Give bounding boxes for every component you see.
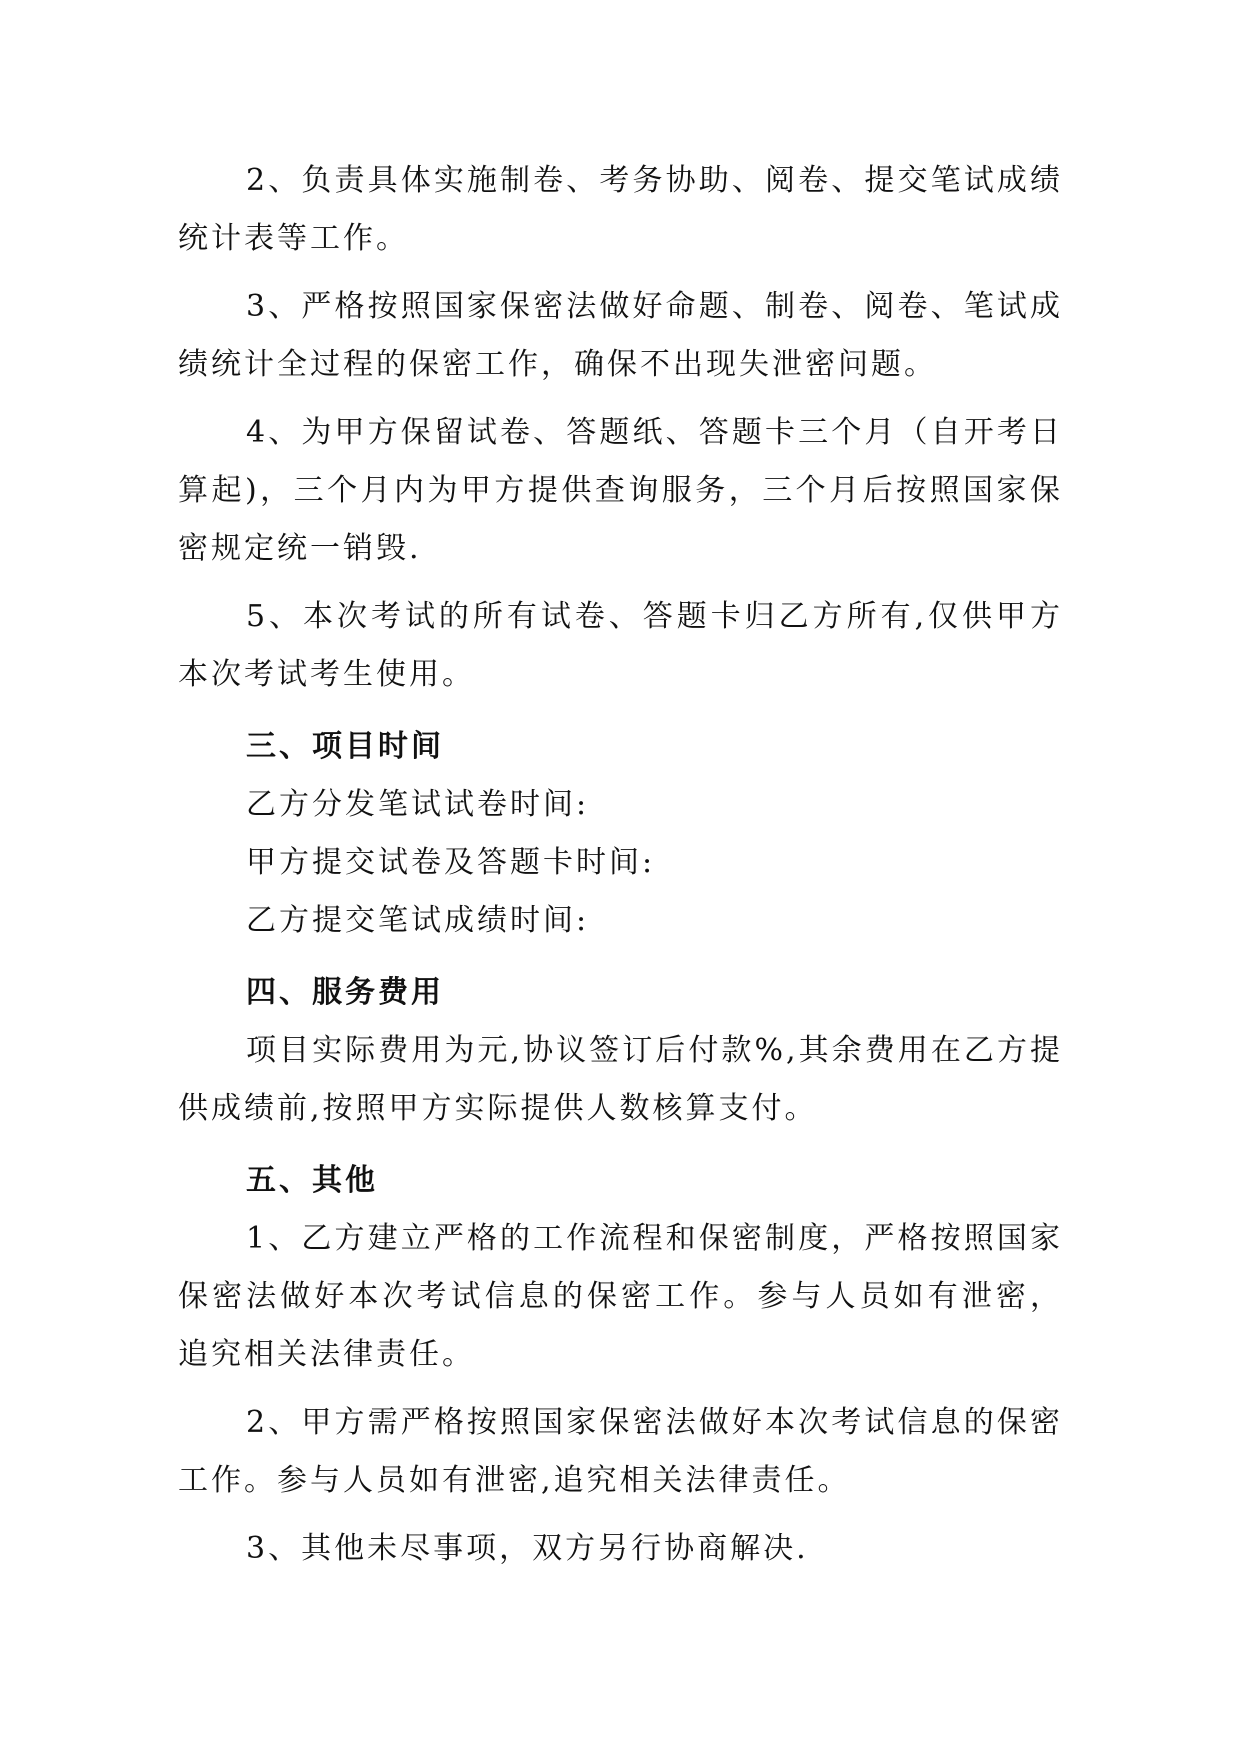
duty-item-3: 3、严格按照国家保密法做好命题、制卷、阅卷、笔试成绩统计全过程的保密工作，确保不出现失泄密问题。 <box>178 289 1063 382</box>
time-line-submit-scores: 乙方提交笔试成绩时间: <box>246 903 590 938</box>
time-line-distribute: 乙方分发笔试试卷时间: <box>246 787 590 822</box>
section-heading-fee: 四、服务费用 <box>246 975 444 1010</box>
duty-item-5: 5、本次考试的所有试卷、答题卡归乙方所有,仅供甲方本次考试考生使用。 <box>178 599 1063 692</box>
section-heading-time: 三、项目时间 <box>246 729 444 764</box>
time-line-submit-papers: 甲方提交试卷及答题卡时间: <box>246 845 656 880</box>
duty-item-2: 2、负责具体实施制卷、考务协助、阅卷、提交笔试成绩统计表等工作。 <box>178 163 1063 256</box>
duty-item-4: 4、为甲方保留试卷、答题纸、答题卡三个月（自开考日算起)，三个月内为甲方提供查询服务，三个月后按照国家保密规定统一销毁. <box>178 415 1063 566</box>
other-item-1: 1、乙方建立严格的工作流程和保密制度，严格按照国家保密法做好本次考试信息的保密工作。参与人员如有泄密，追究相关法律责任。 <box>178 1221 1063 1372</box>
other-item-2: 2、甲方需严格按照国家保密法做好本次考试信息的保密工作。参与人员如有泄密,追究相关法律责任。 <box>178 1405 1063 1498</box>
section-heading-other: 五、其他 <box>246 1163 378 1198</box>
fee-text: 项目实际费用为元,协议签订后付款%,其余费用在乙方提供成绩前,按照甲方实际提供人数核算支付。 <box>178 1033 1063 1126</box>
document-body <box>178 152 1063 1578</box>
other-item-3: 3、其他未尽事项，双方另行协商解决. <box>246 1531 809 1566</box>
